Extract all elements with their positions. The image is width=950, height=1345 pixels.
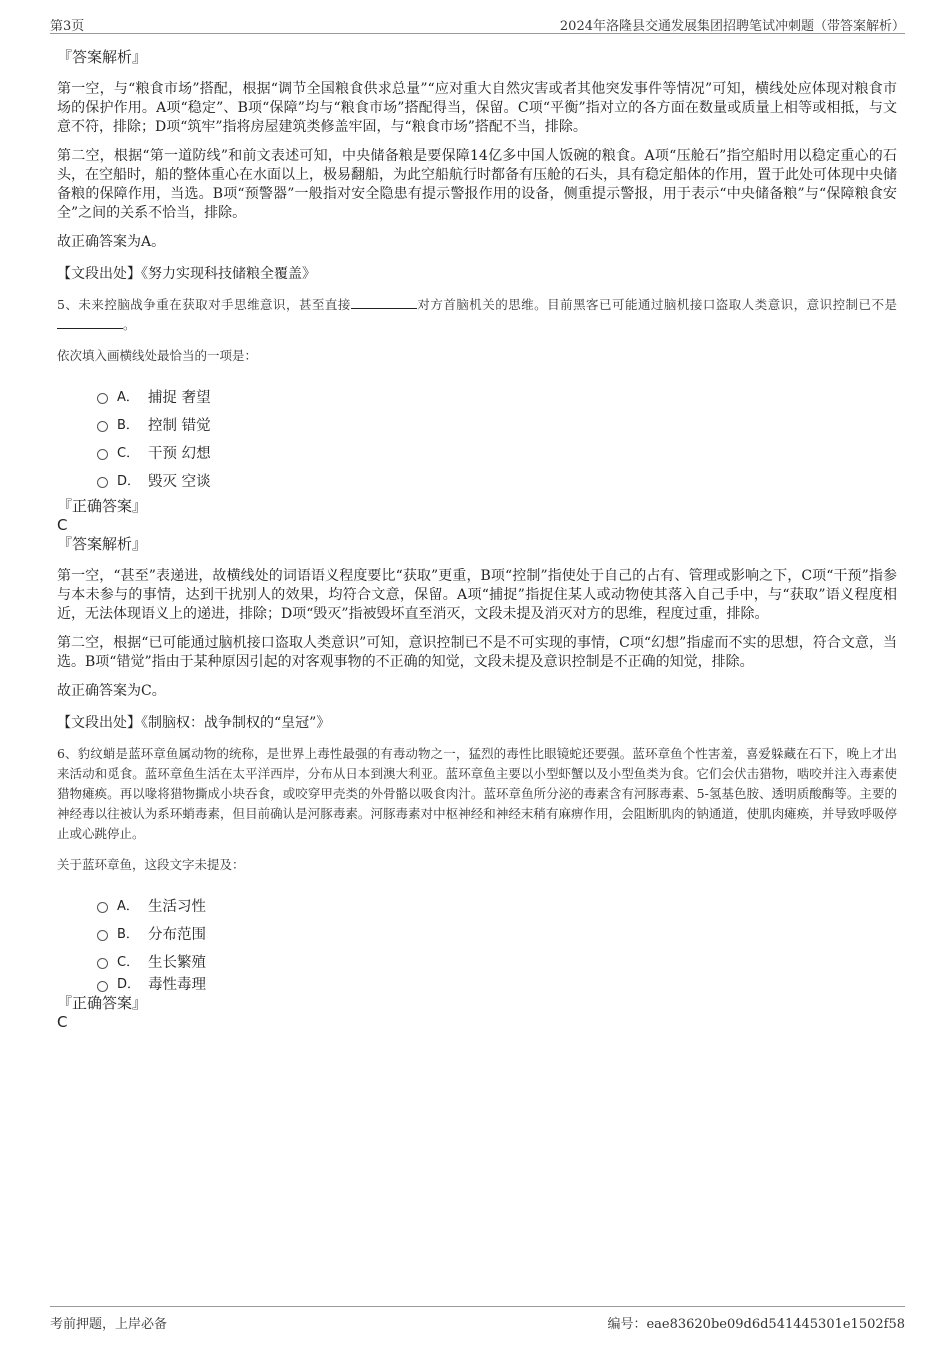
page-number: 第3页 (50, 19, 85, 34)
option-text: 控制 错觉 (148, 418, 211, 434)
radio-icon[interactable] (97, 477, 108, 488)
q5-prompt: 依次填入画横线处最恰当的一项是： (57, 348, 258, 363)
q4-analysis-label: 『答案解析』 (57, 48, 148, 66)
option-text: 毁灭 空谈 (148, 474, 211, 490)
option-text: 干预 幻想 (148, 446, 211, 462)
q5-correct-label: 『正确答案』 (57, 497, 148, 515)
page-header (50, 13, 905, 34)
document-title: 2024年洛隆县交通发展集团招聘笔试冲刺题（带答案解析） (559, 19, 905, 34)
option-key: D． (117, 977, 141, 992)
q5-option-d[interactable] (57, 468, 897, 496)
option-key: C． (117, 446, 140, 461)
radio-icon[interactable] (97, 421, 108, 432)
q5-stem-part2: 对方首脑机关的思维。目前黑客已可能通过脑机接口盗取人类意识，意识控制已不是 (416, 297, 897, 312)
q5-option-a[interactable] (57, 384, 897, 412)
radio-icon[interactable] (97, 393, 108, 404)
option-key: D． (117, 474, 141, 489)
q4-source: 【文段出处】《努力实现科技储粮全覆盖》 (57, 266, 316, 282)
q6-prompt: 关于蓝环章鱼，这段文字未提及： (57, 857, 245, 872)
q5-option-c[interactable] (57, 440, 897, 468)
q4-conclusion: 故正确答案为A。 (57, 234, 166, 250)
q6-option-d[interactable] (57, 977, 897, 993)
option-key: B． (117, 927, 139, 942)
q5-conclusion: 故正确答案为C。 (57, 683, 166, 699)
footer-slogan: 考前押题，上岸必备 (50, 1317, 168, 1332)
q6-option-a[interactable] (57, 893, 897, 921)
q6-stem: 6、豹纹蛸是蓝环章鱼属动物的统称，是世界上毒性最强的有毒动物之一，猛烈的毒性比眼镜蛇还要强。蓝环章鱼个性害羞，喜爱躲藏在石下，晚上才出来活动和觅食。蓝环章鱼生活在太平洋西岸，分布从日本到澳大利亚。蓝环章鱼主要以小型虾蟹以及小型鱼类为食。它们会伏击猎物，啮咬并注入毒素使猎物瘫痪。再以喙将猎物撕成小块吞食，或咬穿甲壳类的外骨骼以吸食肉汁。蓝环章鱼所分泌的毒素含有河豚毒素、5-氢基色胺、透明质酸酶等。主要的神经毒以往被认为系环蛸毒素，但目前确认是河豚毒素。河豚毒素对中枢神经和神经末稍有麻痹作用，会阻断肌肉的钠通道，使肌肉瘫痪，并导致呼吸停止或心跳停止。 (57, 746, 897, 841)
q5-source: 【文段出处】《制脑权：战争制权的“皇冠”》 (57, 715, 331, 731)
page-content (57, 47, 897, 1031)
option-text: 生活习性 (148, 899, 206, 915)
option-key: A． (117, 390, 139, 405)
q5-blank-2 (57, 316, 123, 329)
q6-options (57, 893, 897, 993)
q4-analysis-para2: 第二空，根据“第一道防线”和前文表述可知，中央储备粮是要保障14亿多中国人饭碗的粮食。A项“压舱石”指空船时用以稳定重心的石头，在空船时，船的整体重心在水面以上，极易翻船，为此空船航行时都备有压舱的石头，具有稳定船体的作用，置于此处可体现中央储备粮的保障作用，当选。B项“预警器”一般指对安全隐患有提示警报作用的设备，侧重提示警报，用于表示“中央储备粮”与“保障粮食安全”之间的关系不恰当，排除。 (57, 148, 897, 221)
radio-icon[interactable] (97, 958, 108, 969)
q5-analysis-label: 『答案解析』 (57, 535, 148, 553)
option-key: B． (117, 418, 139, 433)
option-text: 生长繁殖 (148, 955, 206, 971)
q6-option-c[interactable] (57, 949, 897, 977)
q5-blank-1 (351, 296, 417, 309)
q5-analysis-para2: 第二空，根据“已可能通过脑机接口盗取人类意识”可知，意识控制已不是不可实现的事情，C项“幻想”指虚而不实的思想，符合文意，当选。B项“错觉”指由于某种原因引起的对客观事物的不正确的知觉，文段未提及意识控制是不正确的知觉，排除。 (57, 635, 897, 670)
q4-analysis-para1: 第一空，与“粮食市场”搭配，根据“调节全国粮食供求总量”“应对重大自然灾害或者其他突发事件等情况”可知，横线处应体现对粮食市场的保护作用。A项“稳定”、B项“保障”均与“粮食市场”搭配得当，保留。C项“平衡”指对立的各方面在数量或质量上相等或相抵，与文意不符，排除；D项“筑牢”指将房屋建筑类修盖牢固，与“粮食市场”搭配不当，排除。 (57, 81, 897, 135)
q5-stem (57, 295, 897, 335)
q6-option-b[interactable] (57, 921, 897, 949)
radio-icon[interactable] (97, 981, 108, 992)
q5-analysis-para1: 第一空，“甚至”表递进，故横线处的词语语义程度要比“获取”更重，B项“控制”指使处于自己的占有、管理或影响之下，C项“干预”指参与本未参与的事情，达到干扰别人的效果，均符合文意，保留。A项“捕捉”指捉住某人或动物使其落入自己手中，与“获取”语义程度相近，无法体现语义上的递进，排除；D项“毁灭”指被毁坏直至消灭，文段未提及消灭对方的思维，程度过重，排除。 (57, 568, 897, 622)
option-text: 毒性毒理 (148, 977, 206, 993)
radio-icon[interactable] (97, 449, 108, 460)
radio-icon[interactable] (97, 902, 108, 913)
page-footer (50, 1306, 905, 1331)
option-key: C． (117, 955, 140, 970)
q5-stem-part1: 5、未来控脑战争重在获取对手思维意识，甚至直接 (57, 297, 351, 312)
option-key: A． (117, 899, 139, 914)
option-text: 捕捉 奢望 (148, 390, 211, 406)
q5-stem-part3: 。 (123, 317, 136, 332)
document-id: 编号：eae83620be09d6d541445301e1502f58 (607, 1317, 905, 1332)
q5-options (57, 384, 897, 496)
q5-correct-answer: C (57, 516, 68, 534)
option-text: 分布范围 (148, 927, 206, 943)
radio-icon[interactable] (97, 930, 108, 941)
q6-correct-answer: C (57, 1013, 68, 1031)
q5-option-b[interactable] (57, 412, 897, 440)
q6-correct-label: 『正确答案』 (57, 994, 148, 1012)
